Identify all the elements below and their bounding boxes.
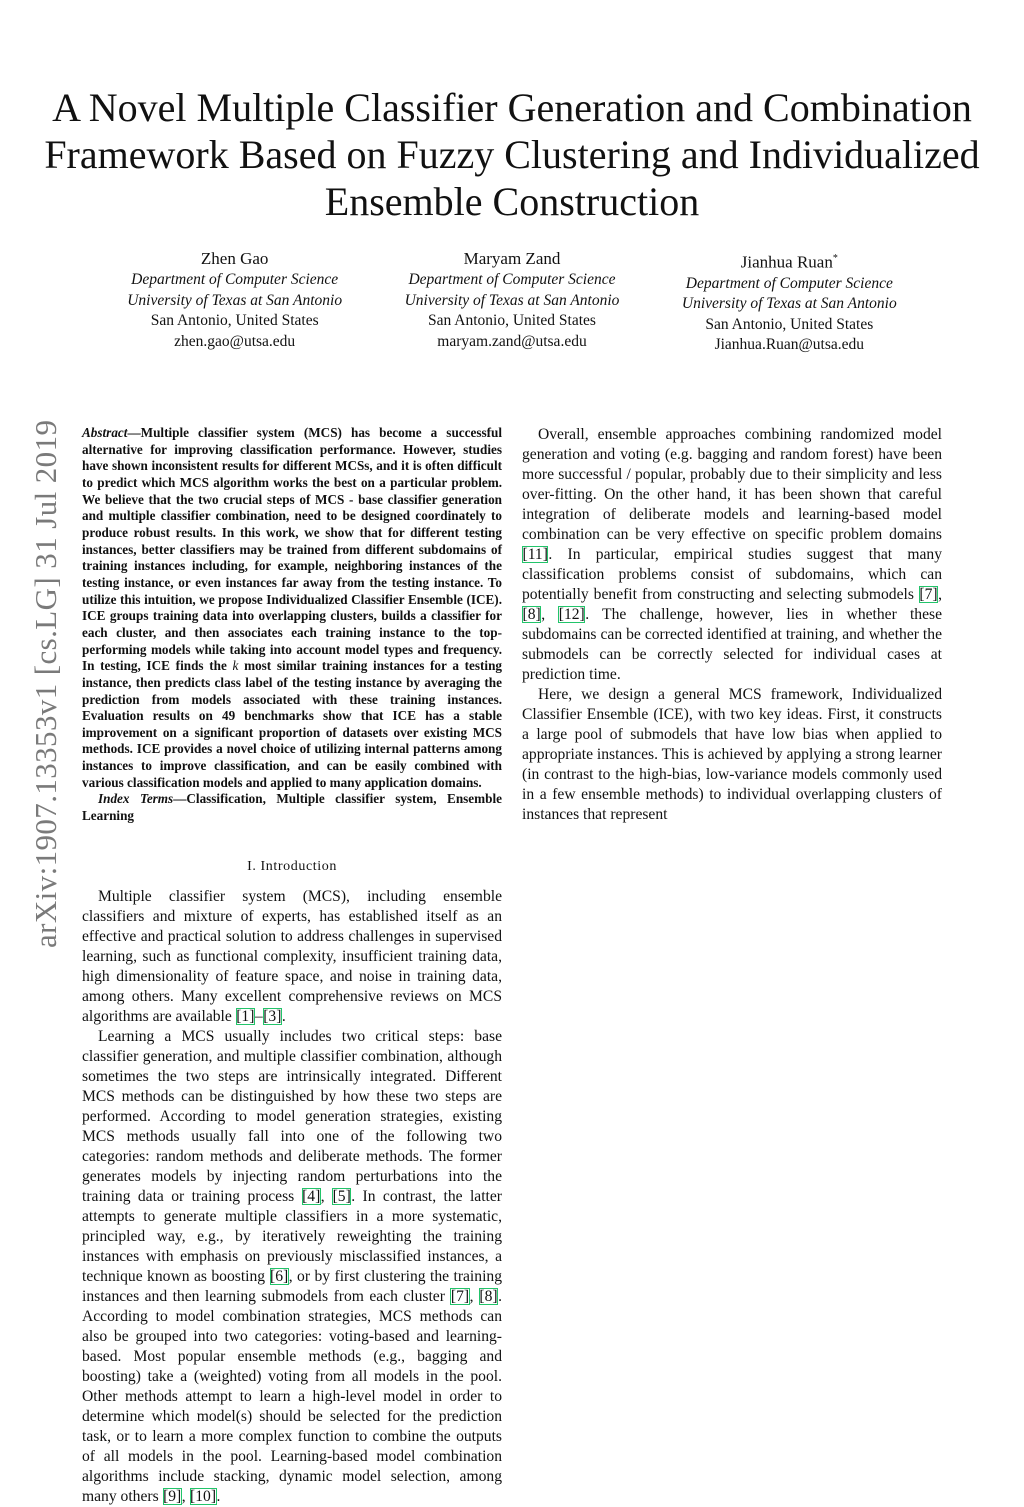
citation-link[interactable]: [8] [479,1287,498,1305]
paragraph-text: . The challenge, however, lies in whether these subdomains can be corrected identified at training, and whether the submodels can be correctly selected for individual cases at prediction time. [522,606,943,683]
paragraph [522,685,942,825]
left-column [82,425,502,1507]
paragraph-text: , [469,1287,479,1305]
abstract [82,425,502,791]
paragraph-text: , [320,1187,333,1205]
paragraph-text: . [216,1487,221,1505]
author-name: Jianhua Ruan [740,252,833,272]
citation-link[interactable]: [12] [558,606,585,623]
paragraph-text: . In contrast, the latter attempts to generate multiple classifiers in a more systematic, principled way, e.g., by iteratively reweighting the training instances with emphasis on previously misclassified instances, a technique known as boosting [82,1187,502,1285]
paragraph-text: . [281,1007,286,1025]
arxiv-sidebar [28,368,68,948]
paragraph-text: , or by first clustering the training instances and then learning submodels from each cluster [82,1267,502,1305]
author-email: maryam.zand@utsa.edu [437,332,587,350]
author-email: Jianhua.Ruan@utsa.edu [714,336,865,354]
author-2 [373,248,650,356]
right-column [522,425,942,825]
citation-link[interactable]: [4] [302,1187,321,1205]
paragraph-text: , [541,606,559,623]
section-heading [82,859,502,875]
paragraph-text: – [254,1007,263,1025]
citation-link[interactable]: [11] [522,546,548,563]
citation-link[interactable]: [8] [522,606,541,623]
author-location: San Antonio, United States [150,312,319,330]
body-text [82,887,502,1507]
citation-link[interactable]: [3] [263,1007,282,1025]
section-heading-text: I. Introduction [247,858,337,874]
author-email: zhen.gao@utsa.edu [174,332,296,350]
author-university: University of Texas at San Antonio [681,295,897,313]
author-1 [96,248,373,356]
abstract-label: Abstract [82,425,128,440]
author-block [96,248,928,356]
author-department: Department of Computer Science [131,271,339,288]
arxiv-identifier: arXiv:1907.13353v1 [cs.LG] 31 Jul 2019 [28,419,63,948]
index-terms-label: Index Terms [98,791,174,807]
paragraph-text: , [181,1487,190,1505]
author-location: San Antonio, United States [428,312,596,330]
author-3 [651,248,928,356]
paragraph [82,1027,502,1507]
author-department: Department of Computer Science [685,274,893,292]
citation-link[interactable]: [9] [163,1487,182,1505]
citation-link[interactable]: [1] [236,1007,255,1025]
citation-link[interactable]: [5] [332,1187,351,1205]
abstract-k-variable: k [232,658,239,674]
paragraph-text: Multiple classifier system (MCS), including ensemble classifiers and mixture of experts, has established itself as an effective and practical solution to address challenges in supervised learning, such as functional complexity, insufficient training data, high dimensionality of feature space, and noise in training data, among others. Many excellent comprehensive reviews on MCS algorithms are available [82,887,502,1025]
paragraph [522,425,942,685]
author-university: University of Texas at San Antonio [127,291,343,309]
paragraph-text: . According to model combination strategies, MCS methods can also be grouped into two categories: voting-based and learning-based. Most popular ensemble methods (e.g., bagging and boosting) take a (weighted) voting from all models in the pool. Other methods attempt to learn a high-level model in order to determine which model(s) should be selected for the prediction task, or to learn a more complex function to combine the outputs of all models in the pool. Learning-based model combination algorithms include stacking, dynamic model selection, among many others [82,1287,503,1505]
paragraph-text: Learning a MCS usually includes two critical steps: base classifier generation, and multiple classifier combination, although sometimes the two steps are intrinsically integrated. Different MCS methods can be distinguished by how these two steps are performed. According to model generation strategies, existing MCS methods usually fall into one of the following two categories: random methods and deliberate methods. The former generates models by injecting random perturbations into the training data or training process [82,1027,502,1205]
corresponding-author-mark: * [832,253,838,264]
author-name: Zhen Gao [200,249,269,268]
author-department: Department of Computer Science [408,271,616,288]
author-university: University of Texas at San Antonio [404,291,620,309]
author-location: San Antonio, United States [705,315,874,333]
citation-link[interactable]: [7] [450,1287,470,1305]
citation-link[interactable]: [10] [190,1487,217,1505]
paragraph-text: Here, we design a general MCS framework, Individualized Classifier Ensemble (ICE), with two key ideas. First, it constructs a large pool of submodels that have low bias when applied to appropriate instances. This is achieved by applying a strong learner (in contrast to the high-bias, low-variance models commonly used in a few ensemble methods) to individual overlapping clusters of instances that represent [522,686,942,823]
index-terms-text: —Classification, Multiple classifier system, Ensemble Learning [82,791,502,824]
abstract-text: —Multiple classifier system (MCS) has become a successful alternative for improving classification performance. However, studies have shown inconsistent results for different MCSs, and it is often difficult to predict which MCS algorithm works the best on a particular problem. We believe that the two crucial steps of MCS - base classifier generation and multiple classifier combination, need to be designed coordinately to produce robust results. In this work, we show that for different testing instances, better classifiers may be trained from different subdomains of training instances including, for example, neighboring instances of the testing instance, or even instances far away from the testing instance. To utilize this intuition, we propose Individualized Classifier Ensemble (ICE). ICE groups training data into overlapping clusters, builds a classifier for each cluster, and then associates each training instance to the top-performing models while taking into account model types and frequency. In testing, ICE finds the [82,425,502,674]
paper-title: A Novel Multiple Classifier Generation and Combination Framework Based on Fuzzy Clustering and Individualized Ensemble Construction [44,85,980,224]
author-name: Maryam Zand [463,249,561,268]
citation-link[interactable]: [6] [270,1267,289,1285]
paragraph [82,887,502,1027]
paragraph-text: . In particular, empirical studies suggest that many classification problems consist of subdomains, which can potentially benefit from constructing and selecting submodels [522,546,942,603]
paragraph-text: , [938,586,942,603]
paragraph-text: Overall, ensemble approaches combining randomized model generation and voting (e.g. bagging and random forest) have been more successful / popular, probably due to their simplicity and less over-fitting. On the other hand, it has been shown that careful integration of deliberate models and learning-based model combination can be very effective on specific problem domains [522,426,942,543]
citation-link[interactable]: [7] [919,586,938,603]
abstract-text: most similar training instances for a testing instance, then predicts class label of the testing instance by averaging the prediction from models associated with these training instances. Evaluation results on 49 benchmarks show that ICE has a stable improvement on a significant proportion of datasets over existing MCS methods. ICE provides a novel choice of utilizing internal patterns among instances to improve classification, and can be easily combined with various classification models and applied to many application domains. [82,658,502,790]
index-terms [82,791,502,824]
